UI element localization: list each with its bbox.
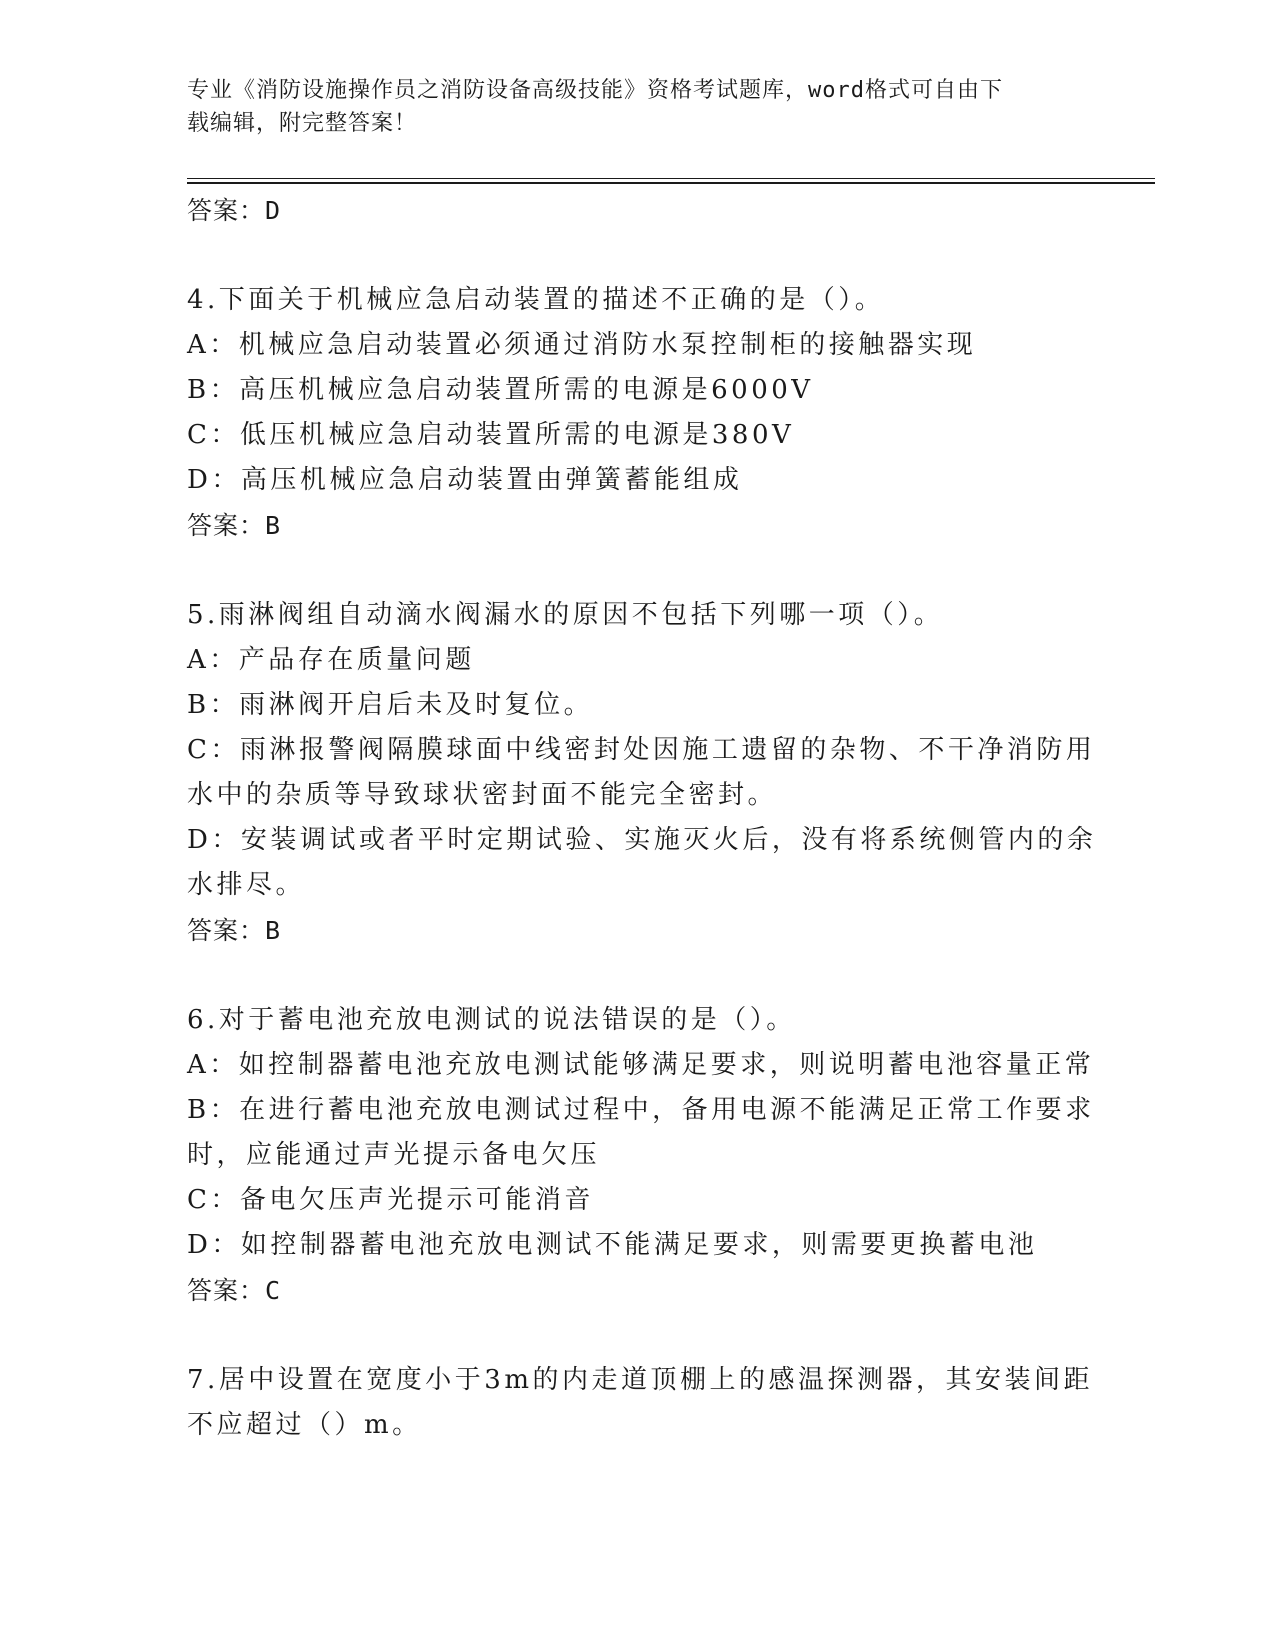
question-4-stem: 4.下面关于机械应急启动装置的描述不正确的是（）。 — [187, 285, 885, 315]
question-6-stem: 6.对于蓄电池充放电测试的说法错误的是（）。 — [187, 1005, 796, 1035]
header-divider-thick — [187, 182, 1155, 184]
block-gap — [187, 233, 1077, 278]
header-line-2: 载编辑，附完整答案！ — [187, 111, 418, 136]
question-5-option-c-continued: 水中的杂质等导致球状密封面不能完全密封。 — [187, 780, 778, 810]
answer-4: 答案：B — [187, 511, 282, 540]
answer-5: 答案：B — [187, 916, 282, 945]
block-gap — [187, 1313, 1077, 1358]
question-5-option-c: C：雨淋报警阀隔膜球面中线密封处因施工遗留的杂物、不干净消防用 — [187, 735, 1096, 765]
question-7-stem-continued: 不应超过（）m。 — [187, 1410, 422, 1440]
question-5-option-d-continued: 水排尽。 — [187, 870, 306, 900]
answer-3: 答案：D — [187, 196, 282, 225]
question-6-option-a: A：如控制器蓄电池充放电测试能够满足要求，则说明蓄电池容量正常 — [187, 1050, 1095, 1080]
question-4-option-d: D：高压机械应急启动装置由弹簧蓄能组成 — [187, 465, 743, 495]
question-5-stem: 5.雨淋阀组自动滴水阀漏水的原因不包括下列哪一项（）。 — [187, 600, 944, 630]
answer-6: 答案：C — [187, 1276, 282, 1305]
question-5 — [187, 593, 1097, 953]
question-6-option-b: B：在进行蓄电池充放电测试过程中，备用电源不能满足正常工作要求 — [187, 1095, 1095, 1125]
question-6-option-d: D：如控制器蓄电池充放电测试不能满足要求，则需要更换蓄电池 — [187, 1230, 1038, 1260]
question-list — [187, 188, 1097, 1448]
question-7-stem: 7.居中设置在宽度小于3m的内走道顶棚上的感温探测器，其安装间距 — [187, 1365, 1094, 1395]
question-5-option-d: D：安装调试或者平时定期试验、实施灭火后，没有将系统侧管内的余 — [187, 825, 1097, 855]
question-4 — [187, 278, 1077, 548]
question-6-option-b-continued: 时，应能通过声光提示备电欠压 — [187, 1140, 601, 1170]
question-6-option-c: C：备电欠压声光提示可能消音 — [187, 1185, 594, 1215]
question-5-option-b: B：雨淋阀开启后未及时复位。 — [187, 690, 594, 720]
question-7 — [187, 1358, 1094, 1448]
header-line-1: 专业《消防设施操作员之消防设备高级技能》资格考试题库，word格式可自由下 — [187, 78, 1003, 103]
question-5-option-a: A：产品存在质量问题 — [187, 645, 475, 675]
header-divider-thin — [187, 178, 1155, 179]
block-gap — [187, 548, 1077, 593]
question-4-option-a: A：机械应急启动装置必须通过消防水泵控制柜的接触器实现 — [187, 330, 977, 360]
question-4-option-c: C：低压机械应急启动装置所需的电源是380V — [187, 420, 795, 450]
document-header — [187, 74, 1067, 140]
question-6 — [187, 998, 1095, 1313]
question-4-option-b: B：高压机械应急启动装置所需的电源是6000V — [187, 375, 814, 405]
block-gap — [187, 953, 1077, 998]
